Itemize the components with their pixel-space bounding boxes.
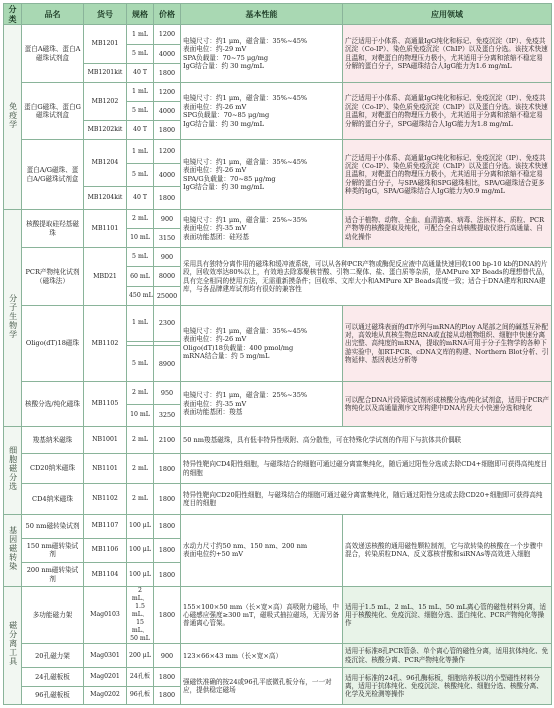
product-spec: 10 mL xyxy=(127,229,154,248)
product-name: 96孔磁板板 xyxy=(22,686,84,704)
product-spec: 5 mL xyxy=(127,346,154,382)
performance-cell: 电镜尺寸：约1 μm，磁含量：35%~45% 表面电位：约-29 mV SPA负载量：70~75 μg/mg IgG结合量：约 30 mg/mL xyxy=(181,25,343,82)
application-cell: 适用于标准的24孔、96孔酶标板，细胞培养板以的小型磁性材料分离，适用于抗体纯化、免疫沉淀、核酸纯化、细胞分选、核酸分离、化学及光检测等操作 xyxy=(343,668,552,705)
product-price: 900 xyxy=(154,644,181,668)
product-code: Mag0201 xyxy=(84,668,127,686)
product-price: 1200 xyxy=(154,140,181,163)
product-price: 1800 xyxy=(154,686,181,704)
performance-cell: 123×66×43 mm（长×宽×高） xyxy=(181,644,343,668)
product-price: 1800 xyxy=(154,514,181,538)
product-spec: 5 mL xyxy=(127,44,154,63)
product-spec: 60 mL xyxy=(127,267,154,286)
product-name: 蛋白A/G磁珠、蛋白A/G磁珠试剂盒 xyxy=(22,140,84,210)
performance-cell: 特异性靶向CD4阳性细胞，与磁珠结合的细胞可通过磁分离富集纯化，随后通过阳性分选或去除CD4+细胞即可获得高纯度目的细胞 xyxy=(181,454,552,484)
category-cell-sorting: 细胞磁分选 xyxy=(4,426,22,514)
product-code: Mag0301 xyxy=(84,644,127,668)
application-cell: 适用于标准8孔PCR管条、单个离心管的磁性分离，适用抗体纯化、免疫沉淀、核酸分离、PCR产物纯化等操作 xyxy=(343,644,552,668)
product-spec: 450 mL xyxy=(127,286,154,305)
product-price: 1800 xyxy=(154,63,181,82)
product-price: 8000 xyxy=(154,267,181,286)
table-row xyxy=(4,382,552,404)
performance-cell: 电镜尺寸：约1 μm，磁含量：35%~45% 表面电位：约-26 mV SPG负载量：70~85 μg/mg IgG结合量：约 30 mg/mL xyxy=(181,82,343,139)
application-cell: 广泛适用于小体系、高通量IgG纯化和标记、免疫沉淀（IP）、免疫共沉淀（Co-IP）、染色质免疫沉淀（ChIP）以及蛋白分选。该技术快速且温和，对靶蛋白的物理压力极小，尤其适用于分离和浓缩不稳定易分解的蛋白分子，SPA磁珠结合人IgG能力为1.6 mg/mL xyxy=(343,25,552,82)
product-spec: 1 mL xyxy=(127,305,154,341)
product-price: 950 xyxy=(154,382,181,404)
product-spec: 40 T xyxy=(127,186,154,209)
application-cell: 高效递送核酸的通用磁性颗粒制剂，它与欲转染的核酸在一个步骤中混合，转染质粒DNA、反义寡核苷酸和siRNAs等高效进入细胞 xyxy=(343,514,552,587)
product-spec: 24孔板 xyxy=(127,668,154,686)
table-row xyxy=(4,644,552,668)
product-spec: 10 mL xyxy=(127,404,154,426)
product-name: 核酸分选/纯化磁珠 xyxy=(22,382,84,426)
table-row xyxy=(4,248,552,267)
header-code: 货号 xyxy=(84,4,127,25)
table-row xyxy=(4,210,552,229)
performance-cell: 电镜尺寸：约1 μm，磁含量：25%~35% 表面电位：约-35 mV 表面功能基团：羧基 xyxy=(181,382,343,426)
table-row xyxy=(4,668,552,686)
product-code: MB1204 xyxy=(84,140,127,186)
product-spec: 2 mL xyxy=(127,454,154,484)
product-price: 1800 xyxy=(154,563,181,587)
application-cell: 广泛适用于小体系、高通量IgG纯化和标记、免疫沉淀（IP）、免疫共沉淀（Co-IP）、染色质免疫沉淀（ChIP）以及蛋白分选。该技术快速且温和，对靶蛋白的物理压力极小，尤其适用于分离和浓缩不稳定易分解的蛋白分子，与SPA磁珠和SPG磁珠相比，SPA/G磁珠适合更多种类的IgG，SPA/G磁珠结合人IgG能力为0.9 mg/mL xyxy=(343,140,552,210)
product-price: 4000 xyxy=(154,163,181,186)
product-spec: 2 mL xyxy=(127,426,154,453)
product-code: MB1107 xyxy=(84,514,127,538)
performance-cell: 电镜尺寸：约1 μm，磁含量：35%~45% 表面电位：约-26 mV SPA/G负载量：70~85 μg/mg IgG结合量：约 30 mg/mL xyxy=(181,140,343,210)
product-code: MB1204kit xyxy=(84,186,127,209)
product-spec: 5 mL xyxy=(127,163,154,186)
product-code: MB1102 xyxy=(84,305,127,382)
product-code: MB1105 xyxy=(84,382,127,426)
application-cell: 可以通过磁珠表面的dT序列与mRNA的Ploy A尾部之间的碱基互补配对，高效地从真核生物总RNA或直接从动植物组织、细胞中快速分离出完整、高纯度的mRNA，提取的mRNA可用于分子生物学的各种下游实验中，如RT-PCR、cDNA文库的构建、Northern Blot分析、引物延伸、基因表达分析等 xyxy=(343,305,552,382)
product-spec: 2 mL xyxy=(127,382,154,404)
product-code: MB1202 xyxy=(84,82,127,120)
performance-cell: 特异性靶向CD20阳性细胞，与磁珠结合的细胞可通过磁分离富集纯化，随后通过阳性分选或去除CD20+细胞即可获得高纯度目的细胞 xyxy=(181,484,552,514)
category-immunology: 免疫学 xyxy=(4,25,22,210)
performance-cell: 电镜尺寸：约1 μm，磁含量：25%~35% 表面电位：约-35 mV 表面功能基团：硅羟基 xyxy=(181,210,343,248)
product-price: 1800 xyxy=(154,121,181,140)
category-molecular-biology: 分子生物学 xyxy=(4,210,22,427)
product-code: MB1104 xyxy=(84,563,127,587)
table-row xyxy=(4,454,552,484)
product-spec: 200 μL xyxy=(127,644,154,668)
product-name: 50 nm磁转染试剂 xyxy=(22,514,84,538)
product-name: 200 nm磁转染试剂 xyxy=(22,563,84,587)
application-cell: 适合于植物、动物、全血、血清游离、病毒、法医样本、质粒、PCR产物等的核酸提取及纯化，可配合全自动核酸提取仪进行高通量、自动化操作 xyxy=(343,210,552,248)
table-row xyxy=(4,484,552,514)
product-price: 4000 xyxy=(154,102,181,121)
header-spec: 规格 xyxy=(127,4,154,25)
product-price: 25000 xyxy=(154,286,181,305)
product-spec: 5 mL xyxy=(127,102,154,121)
product-code: NB1101 xyxy=(84,454,127,484)
product-price: 900 xyxy=(154,210,181,229)
product-name: 羧基纳米磁珠 xyxy=(22,426,84,453)
table-row xyxy=(4,426,552,453)
product-spec: 1 mL xyxy=(127,25,154,44)
product-code: MB1202kit xyxy=(84,121,127,140)
product-code: MB1106 xyxy=(84,538,127,562)
application-cell: 广泛适用于小体系、高通量IgG纯化和标记、免疫沉淀（IP）、免疫共沉淀（Co-IP）、染色质免疫沉淀（ChIP）以及蛋白分选。该技术快速且温和，对靶蛋白的物理压力极小，尤其适用于分离和浓缩不稳定易分解的蛋白分子，SPG磁珠结合人IgG能力为1.8 mg/mL xyxy=(343,82,552,139)
product-code: MBD21 xyxy=(84,248,127,305)
product-name: 蛋白G磁珠、蛋白G磁珠试剂盒 xyxy=(22,82,84,139)
performance-cell: 采用具有独特分离作用的磁珠和缓冲液系统，可以从各种PCR产物或酶促反应液中高通量快速回收100 bp-10 kb的DNA的片段，回收效率达80%以上，有效地去除寡聚核苷酸、引物二聚体、盐、蛋白质等杂质，是AMPure XP Beads的理想替代品，具有完全相同的使用方法，无需重新摸条件；回收率、文库大小和AMPure XP Beads高度一致；适合于DNA建库和RNA建库，与各品牌建库试剂均有很好的兼容性 xyxy=(181,248,552,305)
product-price: 2100 xyxy=(154,426,181,453)
header-category: 分类 xyxy=(4,4,22,25)
table-row xyxy=(4,82,552,101)
product-spec: 2 mL、1.5 mL、15 mL、50 mL xyxy=(127,587,154,644)
table-row xyxy=(4,25,552,44)
product-code: MB1201kit xyxy=(84,63,127,82)
product-price: 8900 xyxy=(154,346,181,382)
product-price: 3150 xyxy=(154,229,181,248)
category-magnetofection: 基因磁转染 xyxy=(4,514,22,587)
product-spec: 100 μL xyxy=(127,563,154,587)
product-price: 1800 xyxy=(154,186,181,209)
product-spec: 5 mL xyxy=(127,248,154,267)
header-row xyxy=(4,4,552,25)
product-price: 2300 xyxy=(154,305,181,341)
performance-cell: 强磁铁准确的按24或96孔平底微孔板分布，一一对应，提供稳定磁场 xyxy=(181,668,343,705)
product-price: 1200 xyxy=(154,25,181,44)
product-spec: 100 μL xyxy=(127,514,154,538)
product-spec: 40 T xyxy=(127,121,154,140)
performance-cell: 50 nm羧基磁珠，具有低非特异性吸附、高分散性，可在特殊化学试剂的作用下与抗体共价偶联 xyxy=(181,426,552,453)
product-name: CD20纳米磁珠 xyxy=(22,454,84,484)
performance-cell: 水动力尺寸约50 nm、150 nm、200 nm 表面电位约+50 mV xyxy=(181,514,343,587)
category-magnetic-tools: 磁分离工具 xyxy=(4,587,22,705)
product-code: NB1102 xyxy=(84,484,127,514)
product-spec: 96孔板 xyxy=(127,686,154,704)
performance-cell: 电镜尺寸：约1 μm，磁含量：35%~45% 表面电位：约-26 mV Oligo(dT)18负载量：400 pmol/mg mRNA结合量：约 5 mg/mL xyxy=(181,305,343,382)
product-code: NB1001 xyxy=(84,426,127,453)
product-spec: 2 mL xyxy=(127,210,154,229)
product-price: 1800 xyxy=(154,484,181,514)
product-name: 多功能磁力架 xyxy=(22,587,84,644)
product-spec: 1 mL xyxy=(127,140,154,163)
product-spec: 40 T xyxy=(127,63,154,82)
product-spec: 2 mL xyxy=(127,484,154,514)
product-name: PCR产物纯化试剂（磁珠法） xyxy=(22,248,84,305)
table-row xyxy=(4,305,552,341)
product-name: Oligo(dT)18磁珠 xyxy=(22,305,84,382)
performance-cell: 155×100×50 mm（长×宽×高）高吸附力磁场，中心磁感应强度≥300 mT，磁吸式抽拉磁场，无需另备普通离心管架。 xyxy=(181,587,343,644)
header-name: 品名 xyxy=(22,4,84,25)
product-price: 1200 xyxy=(154,82,181,101)
product-code: MB1101 xyxy=(84,210,127,248)
product-price: 1800 xyxy=(154,454,181,484)
application-cell: 适用于1.5 mL、2 mL、15 mL、50 mL离心管的磁性材料分离，适用于核酸纯化、免疫沉淀、细胞分选、蛋白纯化、PCR产物纯化等操作 xyxy=(343,587,552,644)
table-row xyxy=(4,140,552,163)
product-code: Mag0202 xyxy=(84,686,127,704)
header-application: 应用领域 xyxy=(343,4,552,25)
product-name: 核酸提取硅羟基磁珠 xyxy=(22,210,84,248)
product-code: MB1201 xyxy=(84,25,127,63)
product-spec: 1 mL xyxy=(127,82,154,101)
product-price: 1800 xyxy=(154,668,181,686)
application-cell: 可以配合DNA片段筛选试剂形成核酸分选/纯化试剂盒，适用于PCR产物纯化以及高通量测序文库构建中DNA片段大小快速分选和纯化 xyxy=(343,382,552,426)
product-price: 3250 xyxy=(154,404,181,426)
product-spec: 100 μL xyxy=(127,538,154,562)
product-price: 4000 xyxy=(154,44,181,63)
header-performance: 基本性能 xyxy=(181,4,343,25)
product-name: 24孔磁板板 xyxy=(22,668,84,686)
product-name: 20孔磁力架 xyxy=(22,644,84,668)
table-row xyxy=(4,587,552,644)
table-row xyxy=(4,514,552,538)
product-name: 蛋白A磁珠、蛋白A磁珠试剂盒 xyxy=(22,25,84,82)
product-price: 1800 xyxy=(154,587,181,644)
product-price: 1800 xyxy=(154,538,181,562)
product-code: Mag0103 xyxy=(84,587,127,644)
product-name: CD4纳米磁珠 xyxy=(22,484,84,514)
product-name: 150 nm磁转染试剂 xyxy=(22,538,84,562)
header-price: 价格 xyxy=(154,4,181,25)
product-table xyxy=(3,3,552,705)
product-price: 900 xyxy=(154,248,181,267)
